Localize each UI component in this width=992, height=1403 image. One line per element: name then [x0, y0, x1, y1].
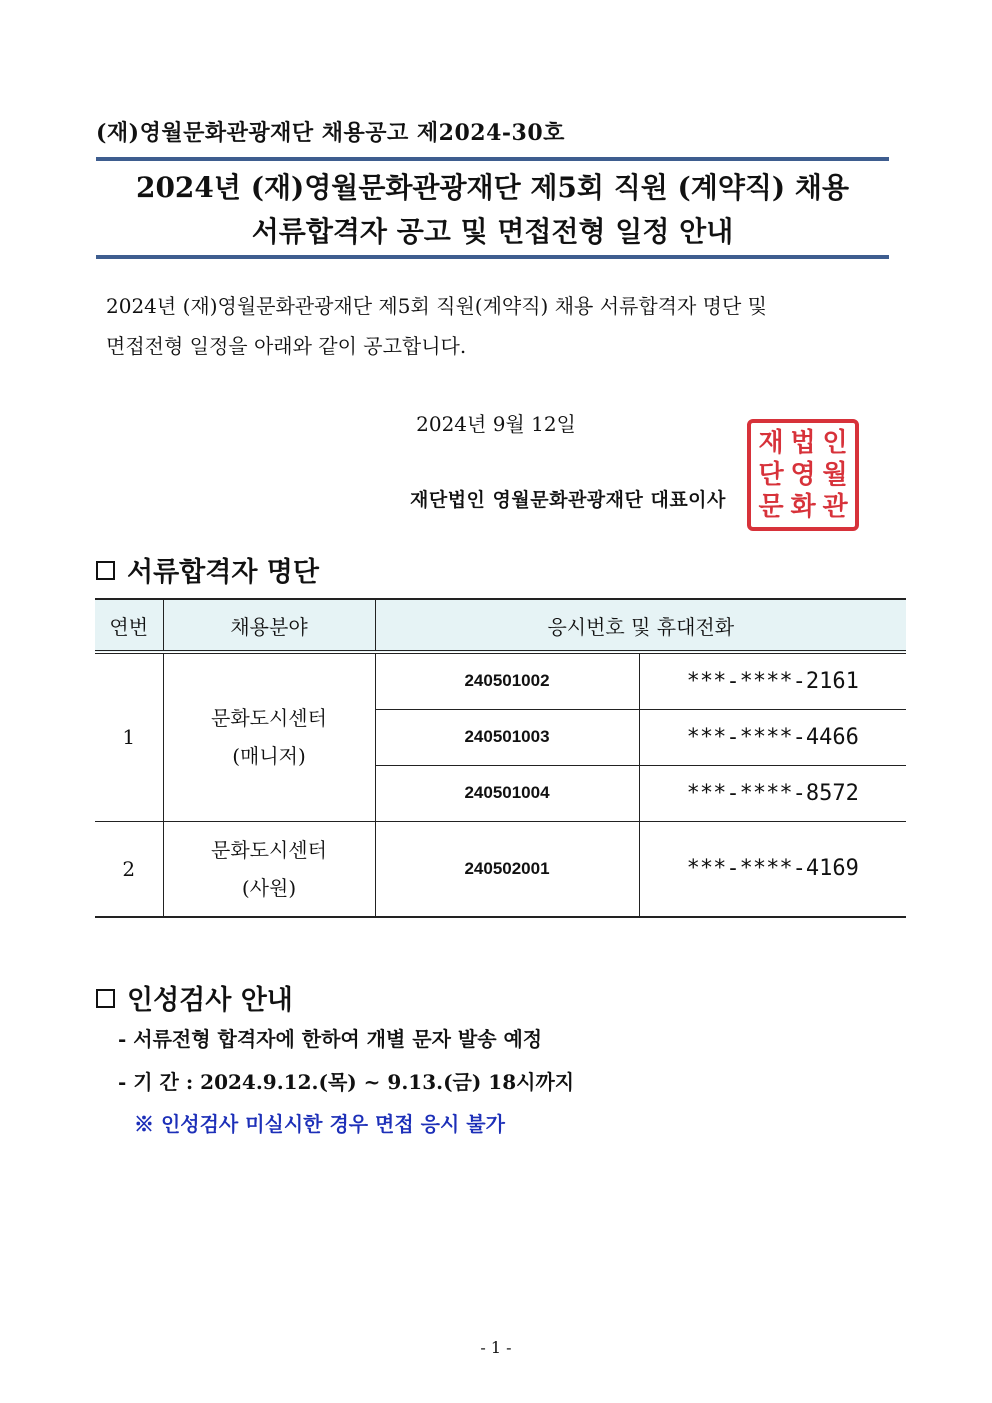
- application-number: 240501004: [375, 765, 639, 821]
- aptitude-info-1: - 서류전형 합격자에 한하여 개별 문자 발송 예정: [118, 1027, 543, 1051]
- aptitude-heading-label: 인성검사 안내: [127, 985, 293, 1016]
- seal-char: 문: [758, 492, 784, 522]
- aptitude-period: - 기 간 : 2024.9.12.(목) ~ 9.13.(금) 18시까지: [118, 1070, 575, 1094]
- column-header-no: 연번: [95, 599, 163, 652]
- seal-char: 영: [790, 460, 816, 490]
- aptitude-heading: [96, 978, 293, 1017]
- title-rule-top: [96, 157, 889, 161]
- row-number: 1: [95, 652, 163, 821]
- seal-char: 재: [758, 428, 784, 458]
- seal-char: 법: [790, 428, 816, 458]
- notice-date: 2024년 9월 12일: [416, 412, 576, 436]
- roster-heading-label: 서류합격자 명단: [127, 557, 319, 588]
- title-rule-bottom: [96, 255, 889, 259]
- seal-char: 단: [758, 460, 784, 490]
- table-header-row: [95, 599, 906, 652]
- roster-table: [95, 598, 906, 918]
- intro-line-2: 면접전형 일정을 아래와 같이 공고합니다.: [106, 334, 467, 358]
- aptitude-warning: ※ 인성검사 미실시한 경우 면접 응시 불가: [134, 1112, 505, 1136]
- notice-number: (재)영월문화관광재단 채용공고 제2024-30호: [96, 120, 565, 146]
- title-line-1: 2024년 (재)영월문화관광재단 제5회 직원 (계약직) 채용: [135, 171, 850, 204]
- phone-number: ***-****-4466: [639, 709, 906, 765]
- recruit-field-line1: 문화도시센터: [211, 706, 327, 731]
- recruit-field: [163, 821, 375, 917]
- table-row: [95, 821, 906, 917]
- application-number: 240502001: [375, 821, 639, 917]
- application-number: 240501002: [375, 652, 639, 709]
- title-line-2: 서류합격자 공고 및 면접전형 일정 안내: [251, 215, 734, 248]
- seal-char: 관: [822, 492, 848, 522]
- seal-char: 화: [790, 492, 816, 522]
- signer: 재단법인 영월문화관광재단 대표이사: [410, 489, 726, 511]
- recruit-field-line1: 문화도시센터: [211, 837, 327, 862]
- page-number: - 1 -: [480, 1338, 512, 1357]
- recruit-field: [163, 652, 375, 821]
- phone-number: ***-****-2161: [639, 652, 906, 709]
- table-row: [95, 652, 906, 709]
- phone-number: ***-****-8572: [639, 765, 906, 821]
- column-header-field: 채용분야: [163, 599, 375, 652]
- row-number: 2: [95, 821, 163, 917]
- recruit-field-line2: (매니저): [232, 744, 306, 769]
- intro-line-1: 2024년 (재)영월문화관광재단 제5회 직원(계약직) 채용 서류합격자 명단 및: [106, 294, 767, 318]
- official-seal: [747, 419, 859, 531]
- checkbox-square-icon: [96, 989, 115, 1008]
- application-number: 240501003: [375, 709, 639, 765]
- checkbox-square-icon: [96, 561, 115, 580]
- seal-char: 월: [822, 460, 848, 490]
- column-header-app-phone: 응시번호 및 휴대전화: [375, 599, 906, 652]
- roster-heading: [96, 550, 319, 589]
- phone-number: ***-****-4169: [639, 821, 906, 917]
- seal-char: 인: [822, 428, 848, 458]
- recruit-field-line2: (사원): [241, 875, 297, 900]
